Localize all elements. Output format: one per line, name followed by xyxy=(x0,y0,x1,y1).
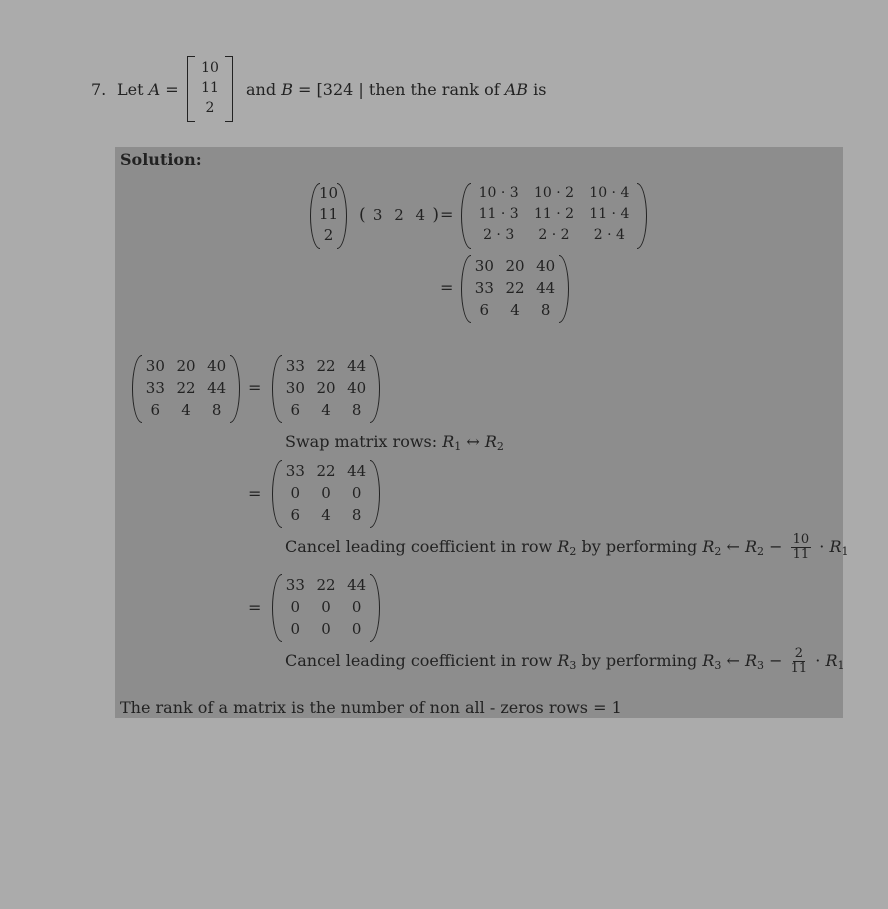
fraction xyxy=(791,533,812,562)
matrix-cell: 2 · 3 xyxy=(483,227,515,243)
row-symbol: R xyxy=(557,651,570,670)
row-entry: 2 xyxy=(394,206,404,224)
row-index: 1 xyxy=(454,440,462,453)
equals-sign: = xyxy=(248,598,262,617)
matrix-cell: 8 xyxy=(211,401,222,419)
swapped-matrix xyxy=(272,355,380,423)
dot-operator: · xyxy=(819,537,825,556)
row-entry: 4 xyxy=(415,206,426,224)
row-symbol: R xyxy=(744,537,758,556)
by-performing: by performing xyxy=(581,651,698,670)
matrix-cell: 8 xyxy=(351,506,362,524)
row-symbol: R xyxy=(744,651,758,670)
matrix-cell: 10 · 4 xyxy=(589,185,630,201)
equals-sign: = xyxy=(248,484,262,503)
row-index: 1 xyxy=(841,545,849,558)
matrix-cell: 22 xyxy=(316,462,336,480)
matrix-a xyxy=(187,56,233,122)
matrix-cell: 4 xyxy=(181,401,191,419)
a-entry: 10 xyxy=(201,60,219,76)
let-word: Let xyxy=(117,80,144,99)
matrix-cell: 0 xyxy=(290,598,301,616)
solution-title: Solution: xyxy=(120,150,202,169)
cancel-label: Cancel leading coefficient in row xyxy=(285,651,553,670)
product-matrix xyxy=(461,183,647,249)
matrix-cell: 33 xyxy=(474,279,494,297)
matrix-cell: 20 xyxy=(176,357,196,375)
matrix-cell: 22 xyxy=(505,279,525,297)
is-word: is xyxy=(533,80,547,99)
matrix-cell: 40 xyxy=(536,257,556,275)
equals-sign: = xyxy=(440,205,454,224)
fraction xyxy=(791,647,808,676)
a-variable: A xyxy=(148,80,161,99)
matrix-cell: 33 xyxy=(285,576,305,594)
equals-sign: = xyxy=(248,378,262,397)
dot-operator: · xyxy=(815,651,821,670)
matrix-cell: 11 · 4 xyxy=(589,206,630,222)
swap-label: Swap matrix rows: xyxy=(285,432,438,451)
cancel-label: Cancel leading coefficient in row xyxy=(285,537,553,556)
matrix-cell: 4 xyxy=(510,301,520,319)
row-index: 2 xyxy=(757,545,765,558)
matrix-cell: 0 xyxy=(351,620,362,638)
equals-sign: = xyxy=(440,278,454,297)
swap-arrow: ↔ xyxy=(466,432,480,451)
matrix-cell: 44 xyxy=(207,379,227,397)
cancel-step-2 xyxy=(285,647,844,680)
assign-arrow: ← xyxy=(726,537,740,556)
b-value: [324 | xyxy=(316,80,364,99)
matrix-cell: 11 · 3 xyxy=(478,206,519,222)
problem-rest xyxy=(246,80,546,99)
equals-sign: = xyxy=(298,80,312,99)
problem-number: 7. xyxy=(91,80,107,99)
matrix-cell: 44 xyxy=(347,357,367,375)
fraction-numerator: 10 xyxy=(792,532,810,547)
then-text: then the rank of xyxy=(368,80,500,99)
ab-variable: AB xyxy=(504,80,529,99)
matrix-cell: 0 xyxy=(321,620,331,638)
matrix-cell: 22 xyxy=(176,379,196,397)
row-index: 2 xyxy=(714,545,722,558)
problem-let xyxy=(117,80,179,99)
matrix-cell: 0 xyxy=(351,484,362,502)
swap-step-text xyxy=(285,432,504,453)
minus-sign: − xyxy=(769,537,783,556)
vector-entry: 2 xyxy=(323,226,334,244)
row-index: 3 xyxy=(569,659,577,672)
matrix-cell: 10 · 3 xyxy=(478,185,519,201)
b-variable: B xyxy=(281,80,293,99)
matrix-cell: 0 xyxy=(321,484,331,502)
matrix-cell: 8 xyxy=(540,301,551,319)
matrix-cell: 40 xyxy=(347,379,367,397)
matrix-cell: 30 xyxy=(285,379,305,397)
matrix-cell: 4 xyxy=(321,506,331,524)
step3-matrix xyxy=(272,574,380,642)
matrix-cell: 20 xyxy=(316,379,336,397)
matrix-cell: 33 xyxy=(145,379,165,397)
column-vector xyxy=(310,183,347,249)
row-index: 2 xyxy=(569,545,577,558)
minus-sign: − xyxy=(769,651,783,670)
row-symbol: R xyxy=(442,432,455,451)
row-symbol: R xyxy=(702,537,715,556)
matrix-cell: 11 · 2 xyxy=(533,206,575,222)
fraction-numerator: 2 xyxy=(794,646,804,661)
matrix-cell: 0 xyxy=(290,484,301,502)
row-symbol: R xyxy=(484,432,497,451)
matrix-cell: 30 xyxy=(145,357,165,375)
matrix-cell: 33 xyxy=(285,462,305,480)
row-symbol: R xyxy=(829,537,842,556)
matrix-cell: 2 · 4 xyxy=(593,227,625,243)
row-index: 3 xyxy=(714,659,722,672)
solution-panel xyxy=(115,147,849,718)
start-matrix xyxy=(132,355,240,423)
matrix-cell: 22 xyxy=(316,357,336,375)
row-entry: 3 xyxy=(372,206,383,224)
cancel-step-1 xyxy=(285,533,848,566)
matrix-cell: 20 xyxy=(505,257,525,275)
row-symbol: R xyxy=(702,651,715,670)
step2-matrix xyxy=(272,460,380,528)
matrix-cell: 6 xyxy=(479,301,490,319)
matrix-cell: 44 xyxy=(347,462,367,480)
row-symbol: R xyxy=(825,651,838,670)
matrix-cell: 8 xyxy=(351,401,362,419)
a-entry: 11 xyxy=(201,80,219,96)
matrix-cell: 44 xyxy=(347,576,367,594)
by-performing: by performing xyxy=(581,537,698,556)
row-vector: ( 3 2 4 ) xyxy=(359,205,439,225)
equals-sign: = xyxy=(165,80,179,99)
row-index: 1 xyxy=(837,659,845,672)
vector-entry: 10 xyxy=(318,184,339,202)
fraction-denominator: 11 xyxy=(790,661,808,676)
matrix-cell: 0 xyxy=(290,620,301,638)
matrix-cell: 6 xyxy=(290,401,301,419)
row-index: 2 xyxy=(496,440,504,453)
matrix-cell: 2 · 2 xyxy=(538,227,570,243)
fraction-denominator: 11 xyxy=(792,547,810,562)
a-entry: 2 xyxy=(205,100,215,116)
matrix-cell: 6 xyxy=(150,401,161,419)
matrix-cell: 10 · 2 xyxy=(533,185,575,201)
matrix-cell: 44 xyxy=(536,279,556,297)
matrix-cell: 40 xyxy=(207,357,227,375)
row-symbol: R xyxy=(557,537,570,556)
matrix-cell: 6 xyxy=(290,506,301,524)
matrix-cell: 30 xyxy=(474,257,494,275)
matrix-cell: 4 xyxy=(321,401,331,419)
matrix-cell: 33 xyxy=(285,357,305,375)
row-index: 3 xyxy=(757,659,765,672)
vector-entry: 11 xyxy=(318,205,339,223)
matrix-cell: 0 xyxy=(321,598,331,616)
result-matrix xyxy=(461,255,569,323)
matrix-cell: 22 xyxy=(316,576,336,594)
matrix-cell: 0 xyxy=(351,598,362,616)
and-word: and xyxy=(246,80,277,99)
assign-arrow: ← xyxy=(726,651,740,670)
conclusion-text: The rank of a matrix is the number of non all - zeros rows = 1 xyxy=(120,698,622,717)
